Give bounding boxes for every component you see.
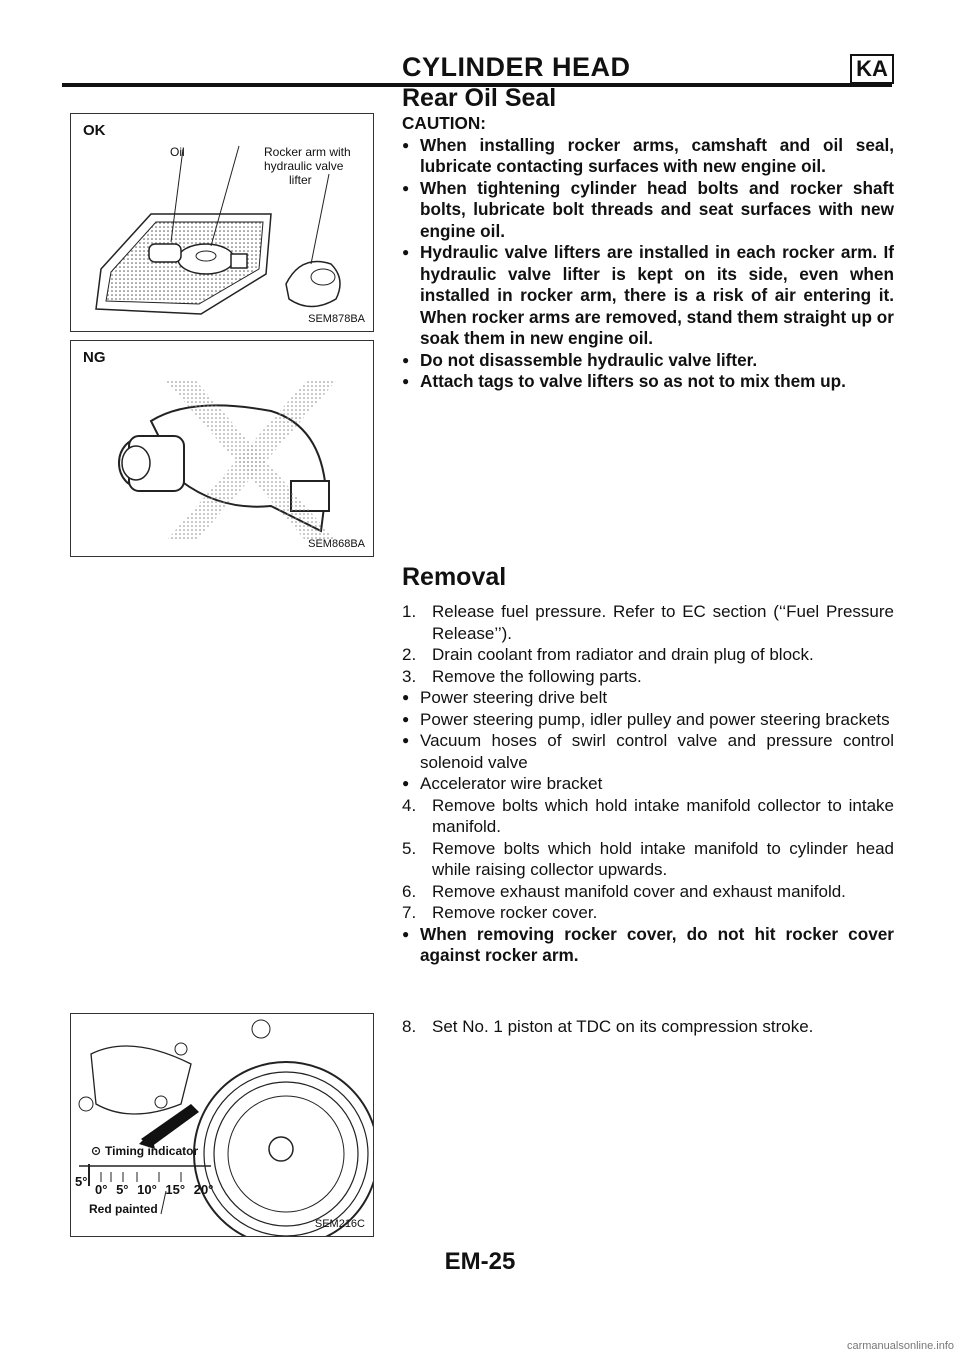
callout-rocker-line3: lifter — [289, 173, 312, 187]
section-title-removal: Removal — [402, 563, 507, 591]
removal-step: 3. Remove the following parts. — [402, 666, 642, 686]
figure-code: SEM878BA — [308, 313, 365, 325]
figure-code: SEM216C — [314, 1218, 365, 1230]
watermark: carmanualsonline.info — [846, 1340, 954, 1352]
callout-oil: Oil — [170, 145, 185, 159]
part-bullet: ● Power steering pump, idler pulley and power steering brackets — [402, 709, 894, 731]
figure-label-ok: OK — [83, 122, 106, 139]
removal-step: 6. Remove exhaust manifold cover and exhaust manifold. — [402, 881, 846, 901]
scale-label: 0° — [95, 1182, 108, 1197]
warning-bullet: ● When removing rocker cover, do not hit rocker cover against rocker arm. — [402, 924, 894, 967]
scale-label: 15° — [165, 1182, 186, 1197]
figure-timing-indicator — [70, 1013, 374, 1237]
model-badge: KA — [850, 54, 894, 84]
timing-scale — [75, 1174, 87, 1189]
part-bullet: ● Power steering drive belt — [402, 687, 894, 709]
scale-label: 5° — [116, 1182, 129, 1197]
removal-step-8: 8. Set No. 1 piston at TDC on its compression stroke. — [402, 1017, 814, 1036]
part-bullet: ● Vacuum hoses of swirl control valve and pressure control solenoid valve — [402, 730, 894, 773]
page-header-title: CYLINDER HEAD — [402, 52, 631, 82]
figure-ok-oil-soak — [70, 113, 374, 332]
section-title-rear-oil-seal: Rear Oil Seal — [402, 84, 557, 112]
caution-bullet: ● Do not disassemble hydraulic valve lifter. — [402, 350, 894, 372]
removal-steps — [402, 601, 894, 967]
figure-ng-lying-side — [70, 340, 374, 557]
removal-step: 4. Remove bolts which hold intake manifold collector to intake manifold. — [402, 795, 894, 836]
caution-bullet: ● Hydraulic valve lifters are installed in each rocker arm. If hydraulic valve lifter is kept on its side, even when installed in rocker arm, there is a risk of air entering it. When rocker arms are removed, stand them straight up or soak them in new engine oil. — [402, 242, 894, 350]
removal-step: 1. Release fuel pressure. Refer to EC section (‘‘Fuel Pressure Release’’). — [402, 602, 894, 643]
removal-step: 5. Remove bolts which hold intake manifold to cylinder head while raising collector upwards. — [402, 838, 894, 879]
scale-label: 20° — [193, 1182, 214, 1197]
removal-step: 2. Drain coolant from radiator and drain plug of block. — [402, 645, 814, 664]
figure-code: SEM868BA — [308, 538, 365, 550]
figure-label-ng: NG — [83, 349, 106, 366]
callout-timing-indicator: Timing indicator — [105, 1144, 199, 1158]
callout-rocker-line2: hydraulic valve — [264, 159, 344, 173]
callout-red-painted: Red painted — [89, 1202, 158, 1216]
removal-step: 7. Remove rocker cover. — [402, 903, 598, 922]
timing-scale-values — [95, 1182, 213, 1197]
scale-label: 10° — [137, 1182, 157, 1197]
caution-label: CAUTION: — [402, 113, 487, 133]
callout-rocker-line1: Rocker arm with — [264, 145, 351, 159]
caution-block — [402, 113, 894, 393]
part-bullet: ● Accelerator wire bracket — [402, 773, 894, 795]
caution-bullet: ● When installing rocker arms, camshaft and oil seal, lubricate contacting surfaces with new engine oil. — [402, 135, 894, 178]
scale-label: 5° — [75, 1174, 88, 1189]
caution-bullet: ● Attach tags to valve lifters so as not to mix them up. — [402, 371, 894, 393]
page-number: EM-25 — [444, 1248, 516, 1275]
rocker-on-side-illustration — [71, 341, 373, 556]
caution-bullet: ● When tightening cylinder head bolts and rocker shaft bolts, lubricate bolt threads and seat surfaces with new engine oil. — [402, 178, 894, 243]
